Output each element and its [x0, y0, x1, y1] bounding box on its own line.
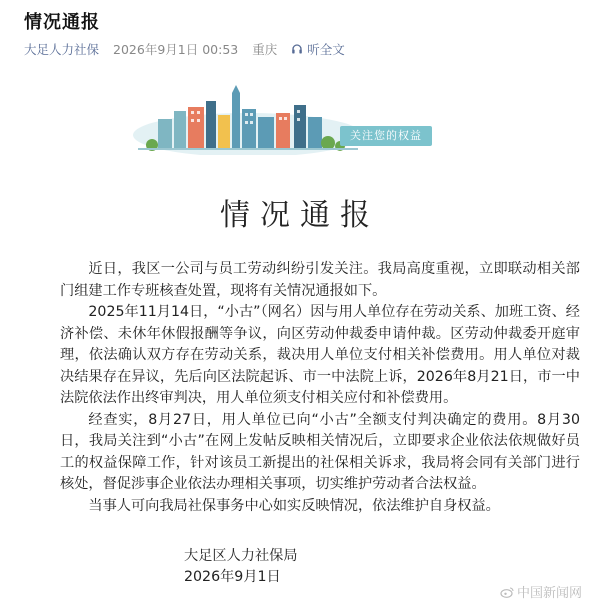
signature-date: 2026年9月1日: [184, 569, 281, 585]
publish-location: 重庆: [252, 42, 278, 57]
notice-heading: 情况通报: [220, 198, 380, 233]
watermark: [500, 582, 582, 601]
notice-paragraph: 当事人可向我局社保事务中心如实反映情况，依法维护自身权益。: [88, 497, 500, 514]
notice-paragraph: 近日，我区一公司与员工劳动纠纷引发关注。我局高度重视，立即联动相关部门组建工作专班核查处置，现将有关情况通报如下。: [60, 261, 580, 299]
notice-paragraph: 经查实，8月27日，用人单位已向“小古”全额支付判决确定的费用。8月30日，我局关注到“小古”在网上发帖反映相关情况后，立即要求企业依法依规做好员工的权益保障工作，针对该员工新提出的社保相关诉求，我局将会同有关部门进行核处，督促涉事企业依法办理相关事项，切实维护劳动者合法权益。: [60, 411, 580, 492]
watermark-text: 中国新闻网: [517, 586, 583, 601]
notice-body: [60, 259, 580, 517]
signature-org: 大足区人力社保局: [184, 548, 298, 564]
banner-label: 关注您的权益: [340, 126, 432, 146]
notice-paragraph: 2025年11月14日，“小古”（网名）因与用人单位存在劳动关系、加班工资、经济补偿、未休年休假报酬等争议，向区劳动仲裁委申请仲裁。区劳动仲裁委开庭审理，依法确认双方存在劳动关系，裁决用人单位支付相关补偿费用。用人单位对裁决结果存在异议，先后向区法院起诉、市一中法院上诉，2026年8月21日，市一中法院依法作出终审判决，用人单位须支付相关应付和补偿费用。: [60, 304, 580, 406]
listen-label: 听全文: [307, 42, 345, 57]
article-title: 情况通报: [24, 12, 100, 33]
listen-button[interactable]: [291, 40, 345, 58]
publish-datetime: 2026年9月1日 00:53: [113, 42, 239, 57]
weibo-icon: [500, 586, 514, 598]
article-meta: [24, 40, 345, 58]
signature-block: [184, 546, 298, 588]
account-name[interactable]: 大足人力社保: [24, 42, 100, 57]
headphone-icon: [291, 43, 303, 55]
